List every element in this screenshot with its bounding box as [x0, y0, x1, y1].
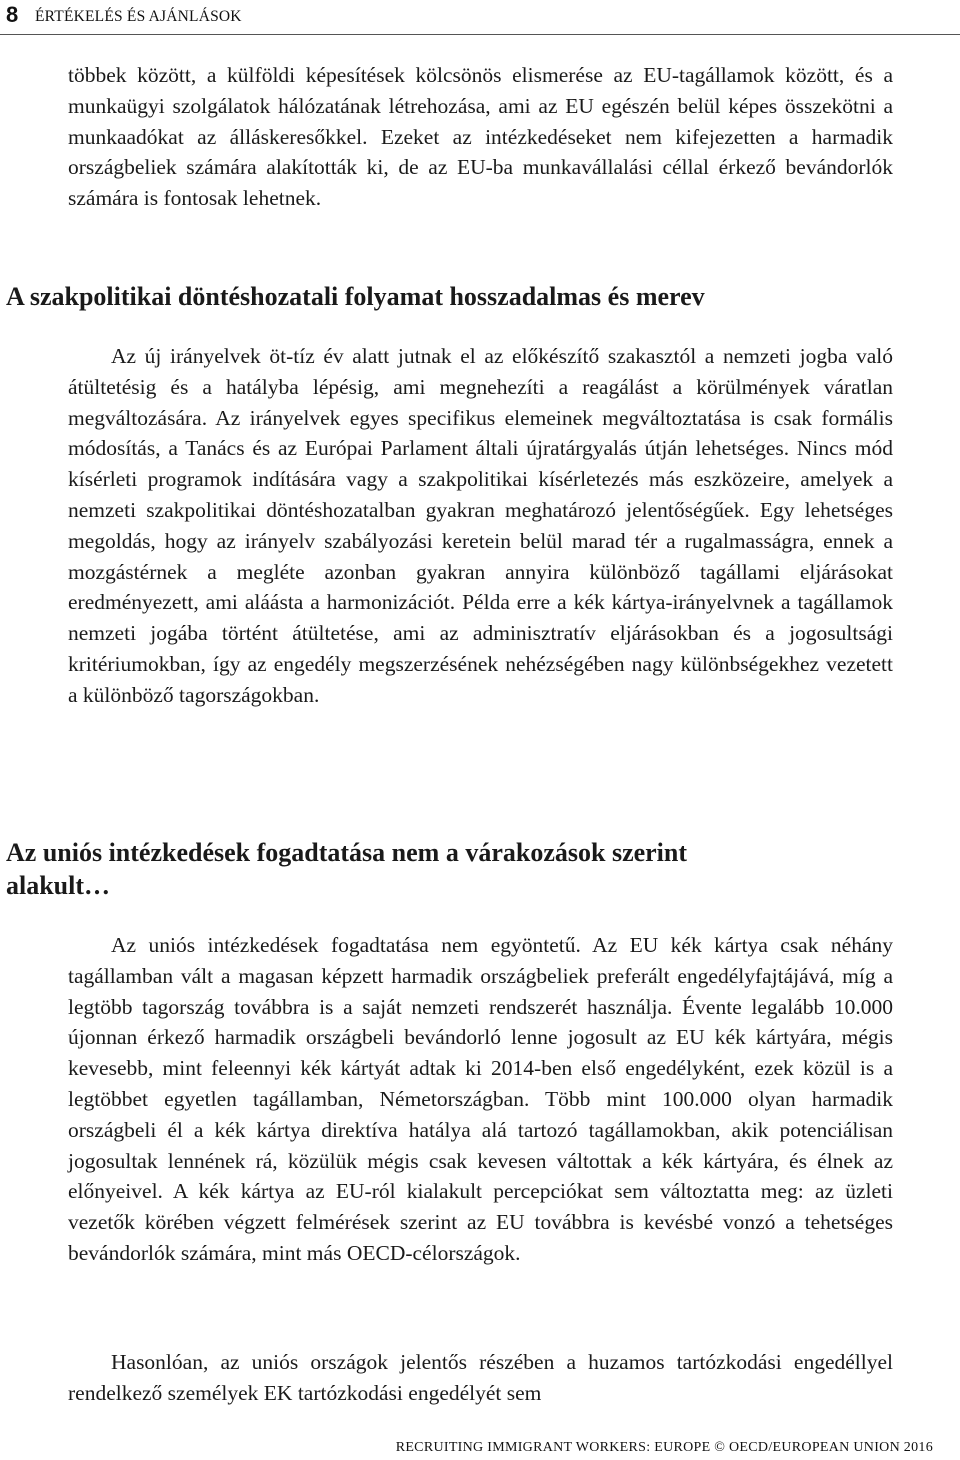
section-title: ÉRTÉKELÉS ÉS AJÁNLÁSOK — [35, 8, 242, 25]
paragraph-policy-process: Az új irányelvek öt-tíz év alatt jutnak el az előkészítő szakasztól a nemzeti jogba való átültetésig és a hatályba lépésig, ami megnehezíti a reagálást a körülmények váratlan megváltozására. Az irányelvek egyes specifikus elemeinek megváltoztatása is csak formális módosítás, a Tanács és az Európai Parlament általi újratárgyalás útján lehetséges. Nincs mód kísérleti programok indítására vagy a szakpolitikai kísérletezés más eszközeire, amelyek a nemzeti szakpolitikai döntéshozatalban gyakran meghatározó jelentőségűek. Egy lehetséges megoldás, hogy az irányelv szabályozási keretein belül marad tér a rugalmasságra, ennek a mozgástérnek a megléte azonban gyakran annyira különböző tagállami eljárásokat eredményezett, ami aláásta a harmonizációt. Példa erre a kék kártya-irányelvnek a tagállamok nemzeti jogába történt átültetése, ami az adminisztratív eljárásokban és a jogosultsági kritériumokban, így az engedély megszerzésének nehézségében nagy különbségekhez vezetett a különböző tagországokban. — [68, 344, 893, 707]
header-rule — [0, 34, 960, 35]
heading-policy-process: A szakpolitikai döntéshozatali folyamat hosszadalmas és merev — [6, 282, 705, 311]
page-header — [0, 0, 960, 36]
paragraph-intro: többek között, a külföldi képesítések kölcsönös elismerése az EU-tagállamok között, és a munkaügyi szolgálatok hálózatának létrehozása, ami az EU egészén belül képes összekötni a munkaadókat az álláskeresőkkel. Ezeket az intézkedéseket nem kifejezetten a harmadik országbeliek számára alakították ki, de az EU-ba munkavállalási céllal érkező bevándorlók számára is fontosak lehetnek. — [68, 63, 893, 211]
heading-reception: Az uniós intézkedések fogadtatása nem a várakozások szerint alakult… — [6, 838, 688, 900]
paragraph-reception: Az uniós intézkedések fogadtatása nem egyöntetű. Az EU kék kártya csak néhány tagállamban vált a magasan képzett harmadik országbeliek preferált engedélyfajtájává, míg a legtöbb tagország továbbra is a saját nemzeti rendszerét használja. Évente legalább 10.000 újonnan érkező harmadik országbeli bevándorló lenne jogosult az EU kék kártyára, mégis kevesebb, mint feleennyi kék kártyát adtak ki 2014-ben első engedélyként, ezek közül is a legtöbbet egyetlen tagállamban, Németországban. Több mint 100.000 olyan harmadik országbeli él a kék kártya direktíva hatálya alá tartozó tagállamokban, akik potenciálisan jogosultak lennének rá, közülük mégis csak kevesen váltottak a kék kártyára, és élnek az előnyeivel. A kék kártya az EU-ról kialakult percepciókat sem változtatta meg: az üzleti vezetők körében végzett felmérések szerint az EU továbbra is kevésbé vonzó a tehetséges bevándorlók számára, mint más OECD-célországok. — [68, 933, 893, 1265]
paragraph-long-term-residence: Hasonlóan, az uniós országok jelentős részében a huzamos tartózkodási engedéllyel rendelkező személyek EK tartózkodási engedélyét sem — [68, 1350, 893, 1405]
page-number: 8 — [6, 2, 19, 27]
page-footer: RECRUITING IMMIGRANT WORKERS: EUROPE © OECD/EUROPEAN UNION 2016 — [395, 1440, 933, 1455]
